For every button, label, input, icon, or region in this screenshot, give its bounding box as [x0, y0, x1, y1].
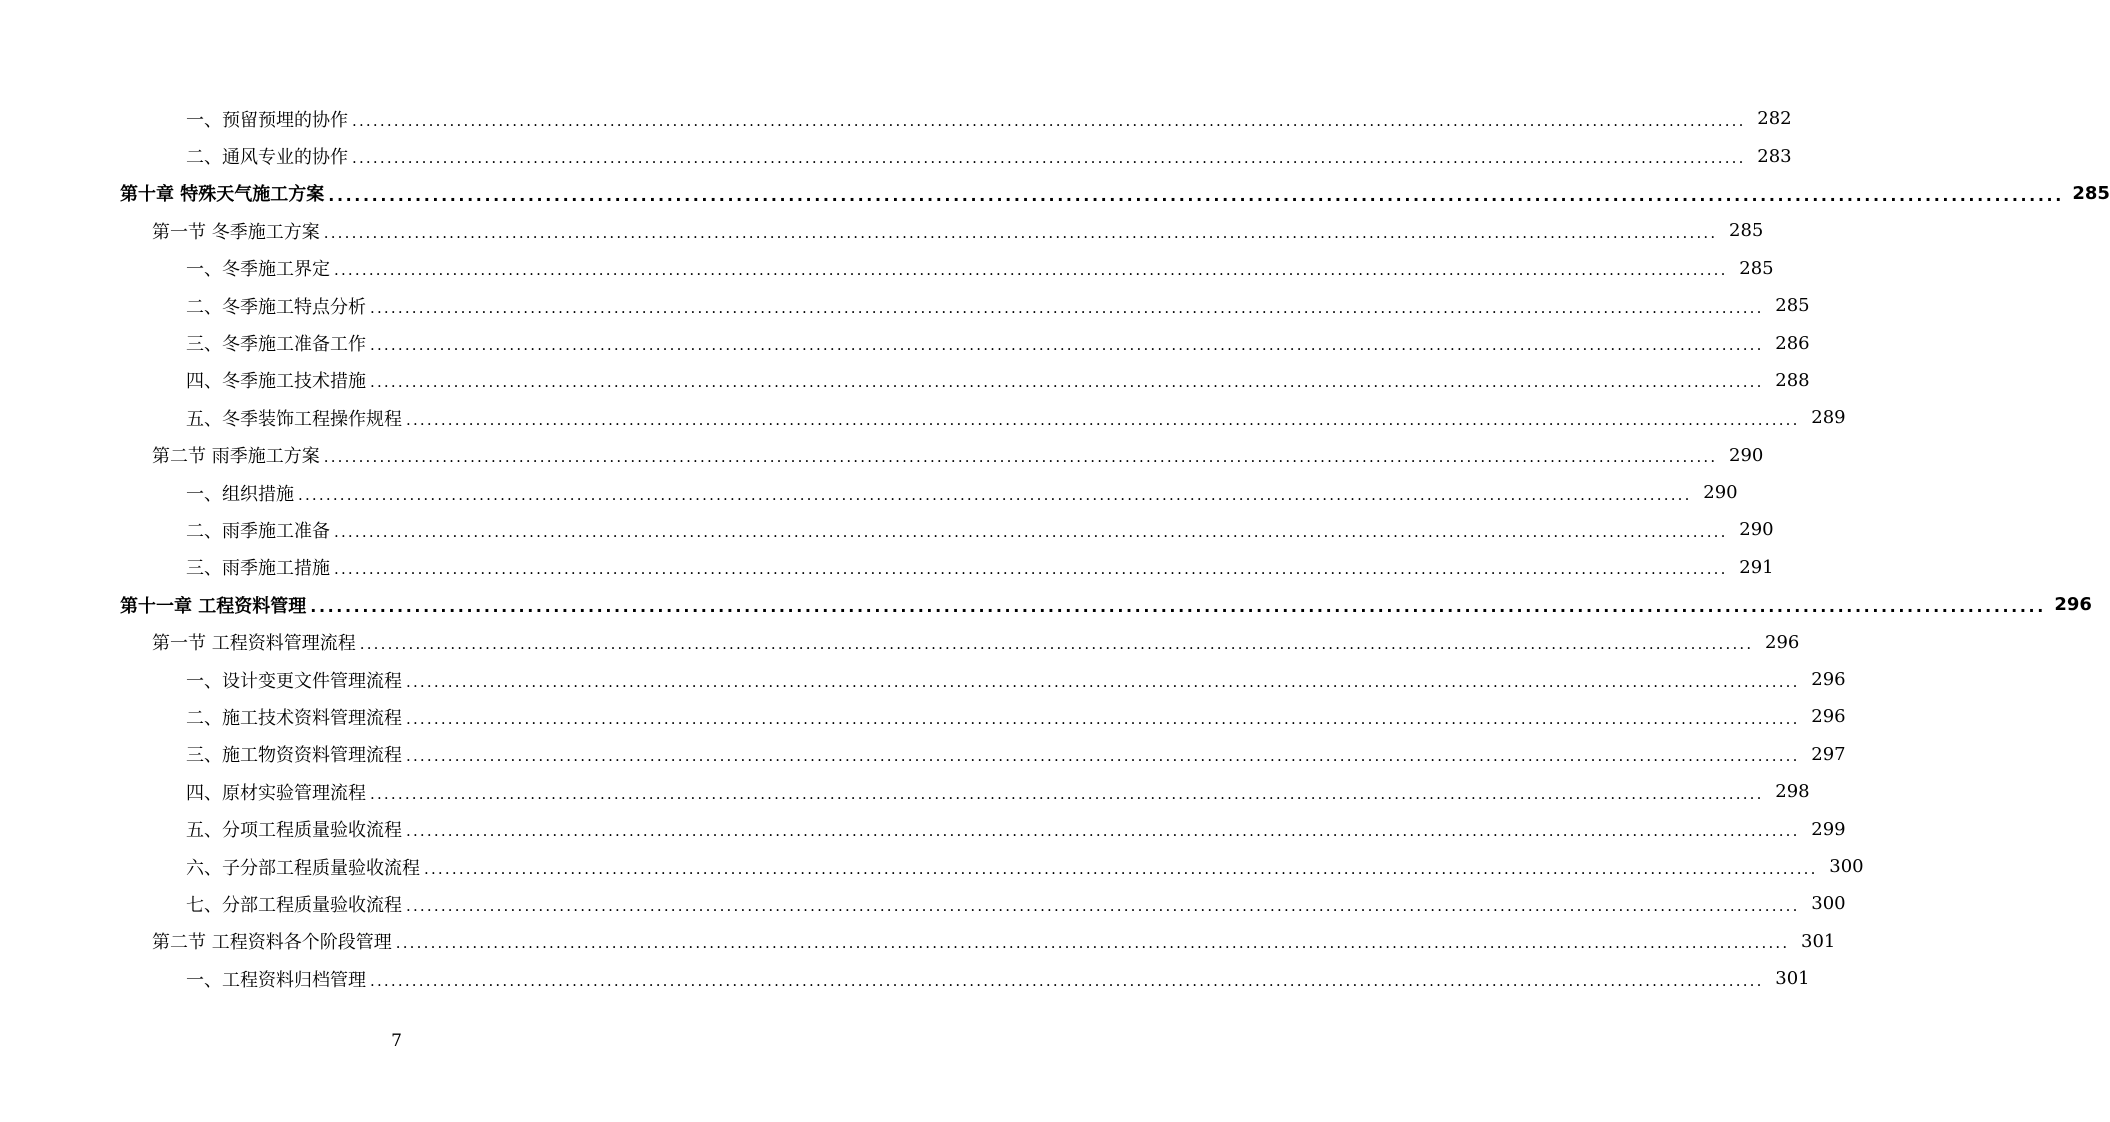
toc-entry-page-number: 289 [1811, 407, 1846, 429]
toc-dot-leader: ........................................................................................................................................................................................................ [334, 560, 1728, 579]
toc-entry-page-number: 301 [1801, 930, 1836, 952]
toc-entry-page-number: 285 [1729, 220, 1764, 242]
toc-entry-title: 二、通风专业的协作 [186, 147, 348, 169]
toc-entry-page-number: 285 [2072, 182, 2110, 204]
toc-entry-page-number: 297 [1811, 743, 1846, 765]
toc-entry-page-number: 290 [1739, 519, 1774, 541]
toc-dot-leader: ........................................................................................................................................................................................................ [370, 336, 1764, 355]
toc-section-entry[interactable] [0, 212, 1764, 249]
toc-section-entry[interactable] [0, 437, 1764, 474]
toc-subsection-entry[interactable] [0, 848, 1864, 885]
toc-subsection-entry[interactable] [0, 100, 1792, 137]
toc-entry-title: 二、施工技术资料管理流程 [186, 707, 402, 729]
table-of-contents [0, 100, 2110, 997]
toc-entry-title: 三、施工物资资料管理流程 [186, 745, 402, 767]
toc-entry-title: 第一节 工程资料管理流程 [152, 633, 356, 655]
toc-dot-leader: ........................................................................................................................................................................................................ [406, 896, 1800, 915]
toc-dot-leader: ........................................................................................................................................................................................................ [406, 822, 1800, 841]
toc-dot-leader: ........................................................................................................................................................................................................ [406, 747, 1800, 766]
toc-subsection-entry[interactable] [0, 773, 1810, 810]
toc-subsection-entry[interactable] [0, 287, 1810, 324]
toc-entry-title: 三、雨季施工措施 [186, 558, 330, 580]
toc-chapter-entry[interactable] [0, 175, 2110, 212]
toc-dot-leader: ........................................................................................................................................................................................................ [424, 859, 1818, 878]
toc-subsection-entry[interactable] [0, 885, 1846, 922]
toc-entry-title: 第二节 工程资料各个阶段管理 [152, 932, 392, 954]
toc-subsection-entry[interactable] [0, 549, 1774, 586]
toc-entry-page-number: 298 [1775, 781, 1810, 803]
toc-dot-leader: ........................................................................................................................................................................................................ [359, 635, 1754, 654]
toc-entry-title: 四、冬季施工技术措施 [186, 371, 366, 393]
toc-entry-page-number: 301 [1775, 968, 1810, 990]
toc-subsection-entry[interactable] [0, 250, 1774, 287]
toc-entry-title: 一、组织措施 [186, 483, 294, 505]
toc-entry-page-number: 282 [1757, 108, 1792, 130]
toc-subsection-entry[interactable] [0, 511, 1774, 548]
toc-dot-leader: ........................................................................................................................................................................................................ [328, 185, 2064, 205]
toc-dot-leader: ........................................................................................................................................................................................................ [323, 223, 1718, 242]
toc-entry-page-number: 283 [1757, 145, 1792, 167]
toc-entry-title: 二、冬季施工特点分析 [186, 296, 366, 318]
toc-dot-leader: ........................................................................................................................................................................................................ [406, 709, 1800, 728]
toc-subsection-entry[interactable] [0, 362, 1810, 399]
page-number: 7 [391, 1031, 402, 1051]
toc-entry-title: 五、分项工程质量验收流程 [186, 820, 402, 842]
toc-entry-title: 三、冬季施工准备工作 [186, 334, 366, 356]
toc-entry-title: 第二节 雨季施工方案 [152, 446, 320, 468]
toc-entry-title: 一、工程资料归档管理 [186, 969, 366, 991]
toc-entry-title: 四、原材实验管理流程 [186, 782, 366, 804]
toc-entry-page-number: 288 [1775, 369, 1810, 391]
toc-entry-title: 二、雨季施工准备 [186, 520, 330, 542]
toc-subsection-entry[interactable] [0, 698, 1846, 735]
toc-dot-leader: ........................................................................................................................................................................................................ [323, 448, 1718, 467]
toc-entry-title: 一、冬季施工界定 [186, 259, 330, 281]
toc-entry-page-number: 291 [1739, 556, 1774, 578]
toc-dot-leader: ........................................................................................................................................................................................................ [370, 298, 1764, 317]
toc-entry-title: 第十章 特殊天气施工方案 [120, 184, 325, 206]
toc-entry-title: 七、分部工程质量验收流程 [186, 894, 402, 916]
toc-entry-page-number: 296 [2054, 594, 2092, 616]
toc-dot-leader: ........................................................................................................................................................................................................ [406, 672, 1800, 691]
toc-dot-leader: ........................................................................................................................................................................................................ [370, 784, 1764, 803]
toc-entry-title: 一、设计变更文件管理流程 [186, 670, 402, 692]
toc-entry-page-number: 299 [1811, 818, 1846, 840]
toc-subsection-entry[interactable] [0, 661, 1846, 698]
toc-subsection-entry[interactable] [0, 324, 1810, 361]
toc-entry-page-number: 296 [1811, 706, 1846, 728]
toc-subsection-entry[interactable] [0, 736, 1846, 773]
toc-dot-leader: ........................................................................................................................................................................................................ [370, 971, 1764, 990]
toc-chapter-entry[interactable] [0, 586, 2092, 623]
toc-entry-page-number: 290 [1729, 444, 1764, 466]
toc-subsection-entry[interactable] [0, 810, 1846, 847]
toc-entry-page-number: 290 [1703, 482, 1738, 504]
toc-subsection-entry[interactable] [0, 137, 1792, 174]
toc-entry-page-number: 296 [1765, 631, 1800, 653]
toc-dot-leader: ........................................................................................................................................................................................................ [352, 149, 1746, 168]
toc-dot-leader: ........................................................................................................................................................................................................ [395, 934, 1790, 953]
toc-entry-title: 六、子分部工程质量验收流程 [186, 857, 420, 879]
toc-dot-leader: ........................................................................................................................................................................................................ [334, 522, 1728, 541]
toc-entry-page-number: 285 [1775, 295, 1810, 317]
toc-dot-leader: ........................................................................................................................................................................................................ [406, 410, 1800, 429]
toc-entry-title: 第十一章 工程资料管理 [120, 595, 307, 617]
toc-entry-title: 五、冬季装饰工程操作规程 [186, 408, 402, 430]
toc-subsection-entry[interactable] [0, 399, 1846, 436]
toc-subsection-entry[interactable] [0, 960, 1810, 997]
toc-entry-page-number: 300 [1811, 893, 1846, 915]
toc-entry-page-number: 296 [1811, 669, 1846, 691]
toc-dot-leader: ........................................................................................................................................................................................................ [370, 373, 1764, 392]
toc-dot-leader: ........................................................................................................................................................................................................ [298, 485, 1692, 504]
toc-section-entry[interactable] [0, 923, 1836, 960]
toc-subsection-entry[interactable] [0, 474, 1738, 511]
toc-dot-leader: ........................................................................................................................................................................................................ [352, 111, 1746, 130]
toc-dot-leader: ........................................................................................................................................................................................................ [334, 261, 1728, 280]
toc-entry-title: 一、预留预埋的协作 [186, 109, 348, 131]
toc-section-entry[interactable] [0, 623, 1800, 660]
toc-dot-leader: ........................................................................................................................................................................................................ [310, 597, 2046, 617]
toc-entry-page-number: 285 [1739, 257, 1774, 279]
toc-entry-page-number: 286 [1775, 332, 1810, 354]
toc-entry-page-number: 300 [1829, 856, 1864, 877]
toc-entry-title: 第一节 冬季施工方案 [152, 221, 320, 243]
